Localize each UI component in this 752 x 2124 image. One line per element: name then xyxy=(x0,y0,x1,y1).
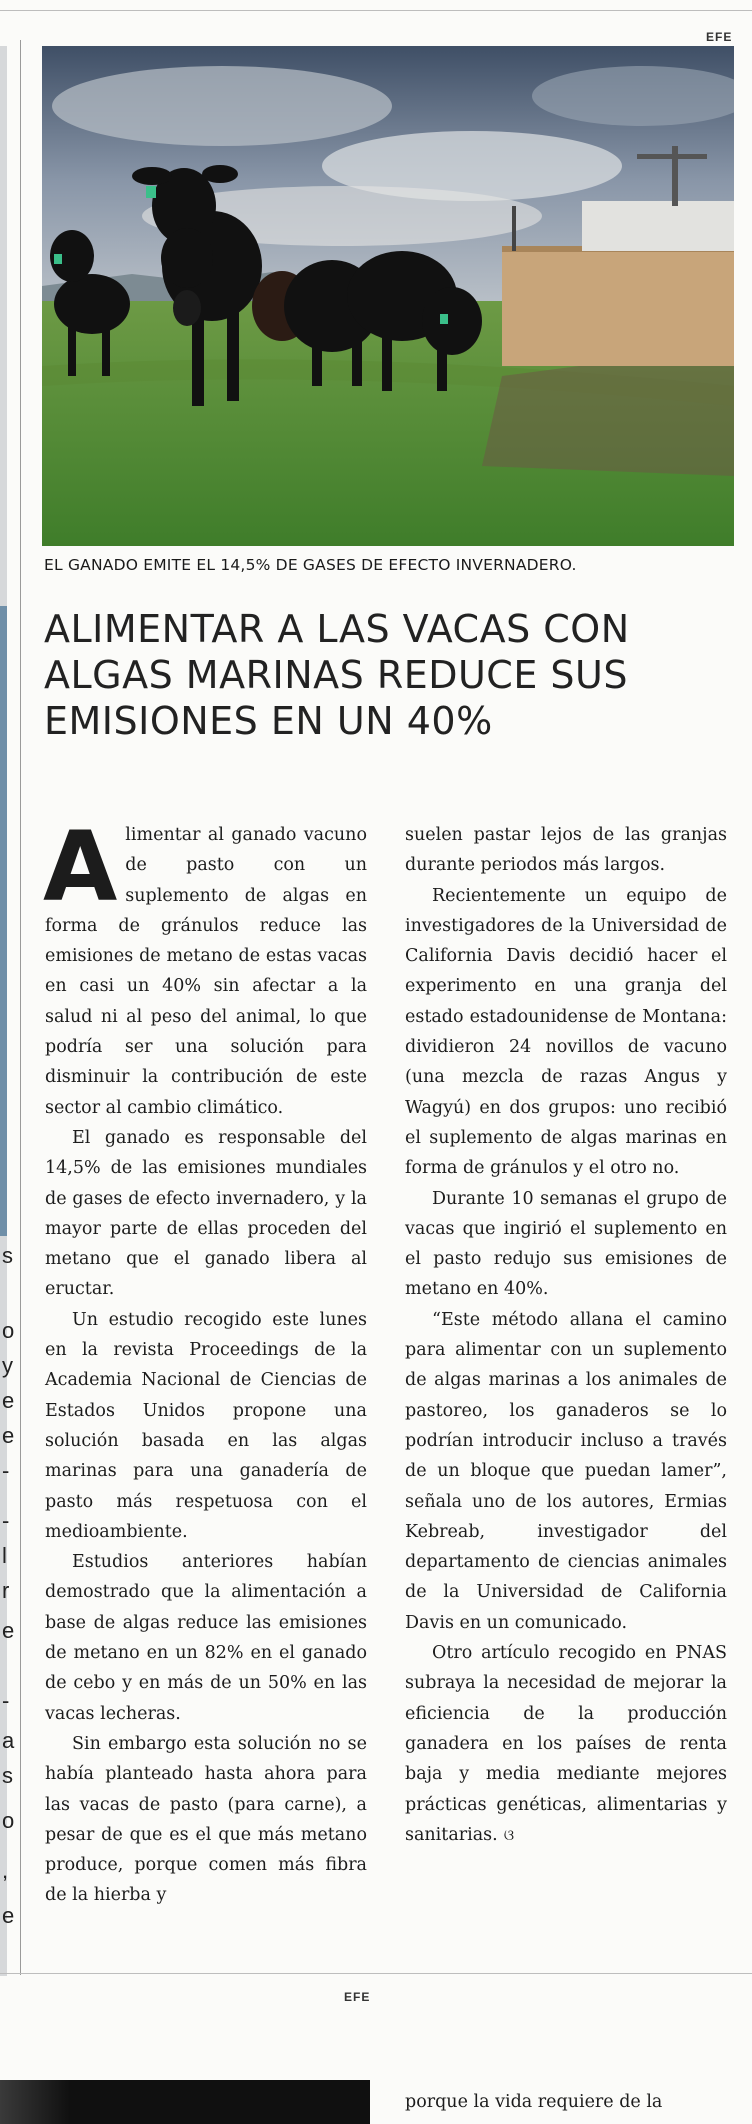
left-column-fragment: e xyxy=(2,1423,15,1448)
article-column-1 xyxy=(43,811,367,1911)
left-column-fragment: s xyxy=(2,1243,13,1268)
next-article-text: porque la vida requiere de la xyxy=(405,2092,663,2112)
paragraph: Sin embargo esta solución no se había planteado hasta ahora para las vacas de pasto (para carne), a pesar de que es el que más metano produce, porque comen más fibra de la hierba y xyxy=(45,1733,367,1906)
left-column-fragment: s xyxy=(2,1763,13,1788)
adjacent-photo-edge xyxy=(0,46,7,1976)
paragraph-lead xyxy=(43,811,367,1123)
article-column-2 xyxy=(405,820,727,1850)
left-column-fragment: e xyxy=(2,1618,15,1643)
photo-credit: EFE xyxy=(706,30,733,44)
left-column-fragment: - xyxy=(2,1458,10,1483)
paragraph: Recientemente un equipo de investigadores de la Universidad de California Davis decidió hacer el experimento en una granja del estado estadounidense de Montana: dividieron 24 novillos de vacuno (una mezcla de razas Angus y Wagyú) en dos grupos: uno recibió el suplemento de algas marinas en forma de gránulos y el otro no. xyxy=(405,885,727,1179)
bottom-rule xyxy=(0,1973,752,1974)
paragraph: “Este método allana el camino para alimentar con un suplemento de algas marinas a los animales de pastoreo, los ganaderos se lo podrían introducir incluso a través de un bloque que puedan lamer”, señala uno de los autores, Ermias Kebreab, investigador del departamento de ciencias animales de la Universidad de California Davis en un comunicado. xyxy=(405,1309,727,1633)
paragraph-last xyxy=(405,1638,727,1850)
left-column-fragment: a xyxy=(2,1728,15,1753)
drop-cap: A xyxy=(43,811,118,923)
paragraph: Un estudio recogido este lunes en la revista Proceedings de la Academia Nacional de Ciencias de Estados Unidos propone una solución basada en las algas marinas para una ganadería de pasto más respetuosa con el medioambiente. xyxy=(45,1309,367,1542)
top-rule xyxy=(0,10,752,11)
left-column-fragment: - xyxy=(2,1688,10,1713)
next-article-photo xyxy=(0,2080,370,2124)
paragraph-text: limentar al ganado vacuno de pasto con un suplemento de algas en forma de gránulos reduce las emisiones de metano de estas vacas en casi un 40% sin afectar a la salud ni al peso del animal, lo que podría ser una solución para disminuir la contribución de este sector al cambio climático. xyxy=(45,825,367,1118)
column-divider xyxy=(20,40,21,1975)
paragraph-text: Otro artículo recogido en PNAS subraya la necesidad de mejorar la eficiencia de la producción ganadera en los países de renta baja y media mediante mejores prácticas genéticas, alimentarias y sanitarias. xyxy=(405,1643,727,1845)
left-column-fragment: l xyxy=(2,1543,7,1568)
paragraph: Estudios anteriores habían demostrado que la alimentación a base de algas reduce las emisiones de metano en un 82% en el ganado de cebo y en más de un 50% en las vacas lecheras. xyxy=(45,1552,367,1724)
left-column-fragment: r xyxy=(2,1578,10,1603)
left-column-fragment: o xyxy=(2,1318,15,1343)
left-column-fragment: , xyxy=(2,1858,9,1883)
end-mark-icon: ଓ xyxy=(503,1825,515,1844)
left-column-fragment: o xyxy=(2,1808,15,1833)
cattle-photo-image xyxy=(42,46,734,546)
cattle-photo xyxy=(42,46,734,546)
left-column-fragment: e xyxy=(2,1903,15,1928)
left-column-fragment: - xyxy=(2,1508,10,1533)
paragraph-continued: suelen pastar lejos de las granjas durante periodos más largos. xyxy=(405,825,727,876)
article-headline: ALIMENTAR A LAS VACAS CON ALGAS MARINAS REDUCE SUS EMISIONES EN UN 40% xyxy=(44,607,630,743)
left-column-fragment: y xyxy=(2,1353,13,1378)
paragraph: El ganado es responsable del 14,5% de las emisiones mundiales de gases de efecto invernadero, y la mayor parte de ellas proceden del metano que el ganado libera al eructar. xyxy=(45,1127,367,1300)
next-photo-credit: EFE xyxy=(344,1990,371,2004)
paragraph: Durante 10 semanas el grupo de vacas que ingirió el suplemento en el pasto redujo sus emisiones de metano en 40%. xyxy=(405,1188,727,1300)
photo-caption: EL GANADO EMITE EL 14,5% DE GASES DE EFECTO INVERNADERO. xyxy=(44,556,577,574)
left-column-fragment: e xyxy=(2,1388,15,1413)
